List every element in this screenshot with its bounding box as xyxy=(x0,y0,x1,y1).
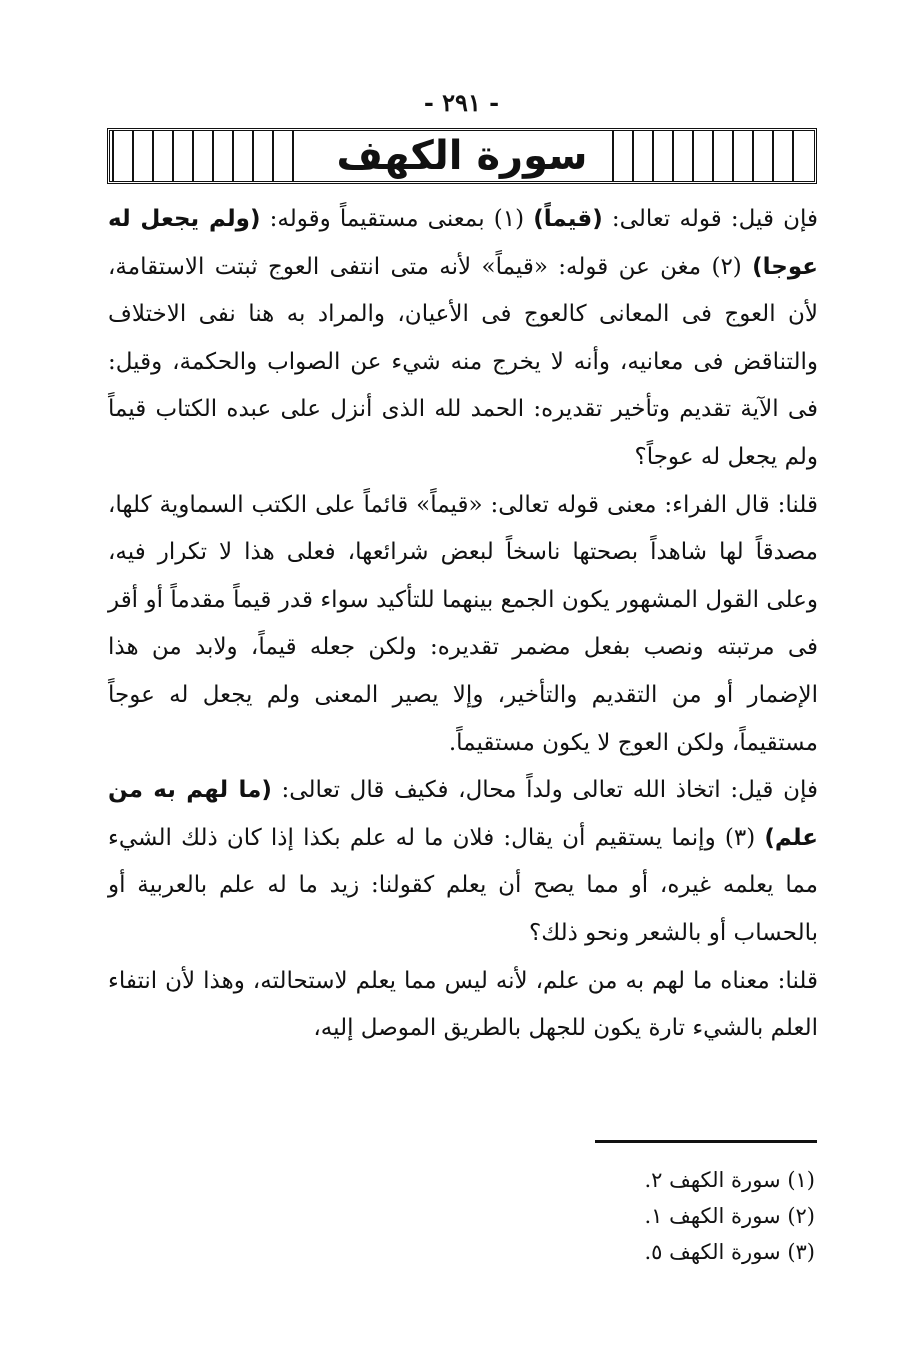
text-segment: (٢) مغن عن قوله: «قيماً» لأنه متى انتفى العوج ثبتت الاستقامة، لأن العوج فى المعانى كالعوج فى الأعيان، والمراد به هنا نفى الاختلاف والتناقض فى معانيه، وأنه لا يخرج منه شيء عن الصواب والحكمة، وقيل: فى الآية تقديم وتأخير تقديره: الحمد لله الذى أنزل على عبده الكتاب قيماً ولم يجعل له عوجاً؟ xyxy=(108,253,818,470)
text-segment: فإن قيل: قوله تعالى: xyxy=(602,206,819,232)
footnotes xyxy=(415,1162,815,1270)
paragraph xyxy=(108,767,818,957)
footnote: (١) سورة الكهف ٢. xyxy=(644,1168,815,1192)
paragraph xyxy=(108,958,818,1053)
quran-quote: (قيماً) xyxy=(533,206,603,232)
text-segment: (١) بمعنى مستقيماً وقوله: xyxy=(260,206,534,232)
footnote: (٢) سورة الكهف ١. xyxy=(644,1204,815,1228)
surah-title-frame xyxy=(107,128,817,184)
footnote-divider xyxy=(595,1140,817,1143)
main-text xyxy=(108,196,818,1053)
paragraph xyxy=(108,196,818,482)
paragraph xyxy=(108,482,818,768)
text-segment: فإن قيل: اتخاذ الله تعالى ولداً محال، فكيف قال تعالى: xyxy=(271,777,818,804)
surah-title: سورة الكهف xyxy=(318,131,605,181)
footnote: (٣) سورة الكهف ٥. xyxy=(644,1240,815,1264)
text-segment: قلنا: معناه ما لهم به من علم، لأنه ليس مما يعلم لاستحالته، وهذا لأن انتفاء العلم بالشيء تارة يكون للجهل بالطريق الموصل إليه، xyxy=(108,967,818,1042)
quran-quote: (ولم يجعل له عوجا) xyxy=(108,206,818,280)
text-segment: (٣) وإنما يستقيم أن يقال: فلان ما له علم بكذا إذا كان ذلك الشيء مما يعلمه غيره، أو مما يصح أن يعلم كقولنا: زيد ما له علم بالعربية أو بالحساب أو بالشعر ونحو ذلك؟ xyxy=(108,824,818,946)
page-number: - ٢٩١ - xyxy=(423,88,500,117)
text-segment: قلنا: قال الفراء: معنى قوله تعالى: «قيماً» قائماً على الكتب السماوية كلها، مصدقاً لها شاهداً بصحتها ناسخاً لبعض شرائعها، فعلى هذا لا تكرار فيه، وعلى القول المشهور يكون الجمع بينهما للتأكيد سواء قدر قيماً مقدماً أو أقر فى مرتبته ونصب بفعل مضمر تقديره: ولكن جعله قيماً، ولابد من هذا الإضمار أو من التقديم والتأخير، وإلا يصير المعنى ولم يجعل له عوجاً مستقيماً، ولكن العوج لا يكون مستقيماً. xyxy=(108,491,818,756)
frame-decoration-right xyxy=(612,131,812,181)
quran-quote: (ما لهم به من علم) xyxy=(108,777,818,851)
frame-decoration-left xyxy=(112,131,312,181)
